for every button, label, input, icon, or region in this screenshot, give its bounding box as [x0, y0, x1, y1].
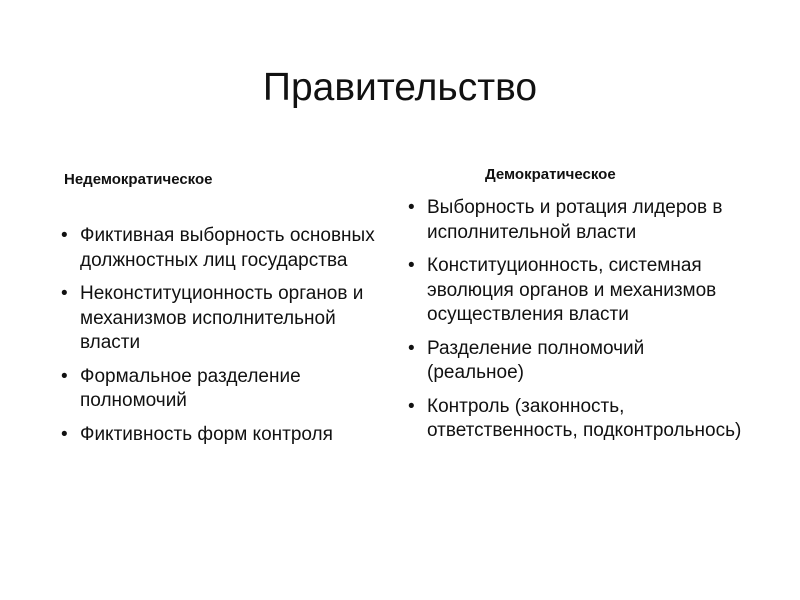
list-item: [405, 337, 745, 386]
right-column-heading: Демократическое: [485, 166, 616, 183]
list-item-text: Неконституционность органов и механизмов исполнительной власти: [80, 283, 364, 353]
list-item: [405, 395, 745, 444]
slide-title: Правительство: [262, 66, 538, 109]
bullet-icon: •: [408, 255, 415, 276]
bullet-icon: •: [61, 365, 68, 387]
list-item-text: Выборность и ротация лидеров в исполнительной власти: [427, 197, 723, 243]
list-item-text: Контроль (законность, ответственность, подконтрольнось): [427, 395, 742, 441]
list-item-text: Фиктивная выборность основных должностных лиц государства: [80, 225, 375, 271]
list-item-text: Фиктивность форм контроля: [80, 423, 333, 445]
left-bullet-list: [58, 224, 398, 456]
bullet-icon: •: [408, 395, 415, 417]
list-item: [58, 224, 398, 273]
bullet-icon: •: [408, 197, 415, 218]
list-item-text: Конституционность, системная эволюция органов и механизмов осуществления власти: [427, 255, 717, 325]
left-column-heading: Недемократическое: [64, 171, 213, 188]
list-item-text: Формальное разделение полномочий: [80, 365, 301, 411]
list-item: [405, 196, 745, 245]
list-item-text: Разделение полномочий (реальное): [427, 337, 645, 383]
right-bullet-list: [405, 196, 745, 453]
bullet-icon: •: [61, 283, 68, 304]
list-item: [405, 254, 745, 328]
list-item: [58, 282, 398, 356]
bullet-icon: •: [61, 225, 68, 246]
bullet-icon: •: [61, 423, 68, 445]
list-item: [58, 365, 398, 414]
list-item: [58, 423, 398, 448]
bullet-icon: •: [408, 337, 415, 359]
